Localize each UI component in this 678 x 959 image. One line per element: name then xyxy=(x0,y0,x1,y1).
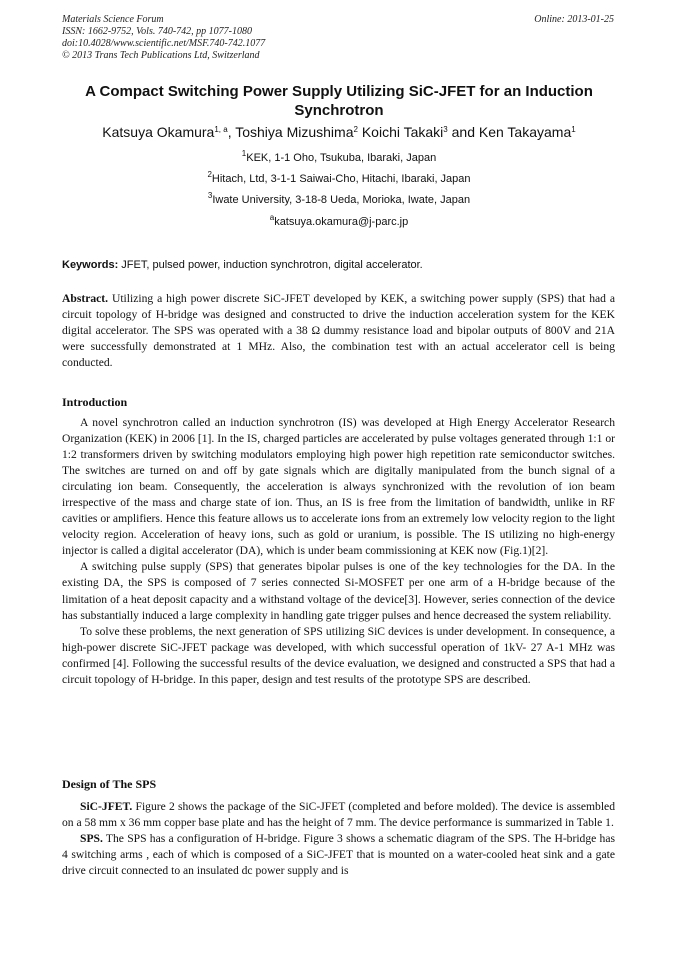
affiliation-text: KEK, 1-1 Oho, Tsukuba, Ibaraki, Japan xyxy=(246,152,437,164)
paragraph-text: Figure 2 shows the package of the SiC-JFET (completed and before molded). The device is assembled on a 58 mm x 36 mm copper base plate and has the height of 7 mm. The device performance is summarized in Table 1. xyxy=(62,800,615,830)
paper-title xyxy=(40,82,638,120)
abstract xyxy=(62,291,615,371)
author-name: Katsuya Okamura xyxy=(102,124,215,140)
author-name: , Toshiya Mizushima xyxy=(227,124,354,140)
title-line-1: A Compact Switching Power Supply Utilizing SiC-JFET for an Induction xyxy=(85,83,593,100)
author-affiliation-mark: 1 xyxy=(571,125,576,134)
keywords-text: JFET, pulsed power, induction synchrotron, digital accelerator. xyxy=(118,259,423,271)
email-text: katsuya.okamura@j-parc.jp xyxy=(274,216,409,228)
paragraph xyxy=(62,799,615,831)
journal-header xyxy=(62,14,265,62)
design-body xyxy=(62,799,615,879)
author-affiliation-mark: 3 xyxy=(443,125,448,134)
affiliation-mark: 2 xyxy=(207,170,212,179)
affiliation-2 xyxy=(40,172,638,186)
online-date: Online: 2013-01-25 xyxy=(534,14,614,25)
author-email xyxy=(40,215,638,229)
paragraph xyxy=(62,831,615,879)
copyright-line: © 2013 Trans Tech Publications Ltd, Switzerland xyxy=(62,50,260,61)
affiliation-3 xyxy=(40,193,638,207)
affiliation-mark: a xyxy=(269,213,275,222)
affiliation-mark: 1 xyxy=(241,149,247,158)
author-affiliation-mark: 1, a xyxy=(214,125,228,134)
author-affiliation-mark: 2 xyxy=(353,125,358,134)
subsection-label-sps: SPS. xyxy=(80,832,103,846)
section-heading-design: Design of The SPS xyxy=(62,777,157,791)
abstract-label: Abstract. xyxy=(62,292,109,305)
paragraph-text: The SPS has a configuration of H-bridge. Figure 3 shows a schematic diagram of the SPS. The H-bridge has 4 switching arms , each of which is composed of a SiC-JFET that is mounted on a water-cooled heat sink and a gate drive circuit connected to an insulated dc power supply and is xyxy=(62,832,615,878)
title-line-2: Synchrotron xyxy=(294,102,384,119)
abstract-text: Utilizing a high power discrete SiC-JFET developed by KEK, a switching power supply (SPS) that had a circuit topology of H-bridge was designed and constructed to drive the induction acceleration system for the KEK digital accelerator. The SPS was operated with a 38 Ω dummy resistance load and bipolar outputs of 800V and 21A were successfully demonstrated at 1 MHz. Also, the combination test with an actual accelerator cell is being conducted. xyxy=(62,292,615,370)
issn-line: ISSN: 1662-9752, Vols. 740-742, pp 1077-1080 xyxy=(62,26,252,37)
introduction-body xyxy=(62,415,615,688)
section-heading-introduction: Introduction xyxy=(62,395,128,409)
author-name: Koichi Takaki xyxy=(357,124,444,140)
keywords xyxy=(62,258,617,272)
affiliation-text: Iwate University, 3-18-8 Ueda, Morioka, Iwate, Japan xyxy=(212,194,471,206)
paragraph: A novel synchrotron called an induction synchrotron (IS) was developed at High Energy Accelerator Research Organization (KEK) in 2006 [1]. In the IS, charged particles are accelerated by pulse voltages generated through 1:1 or 1:2 transformers driven by switching modulators employing high power high repetition rate semiconductor switches. The switches are turned on and off by gate signals which are digitally manipulated from the bunch signal of a circulating ion beam. Consequently, the acceleration is always synchronized with the revolution of ion beam irrespective of the mass and charge state of ion. Thus, an IS is free from the limitation of bandwidth, unlike in RF cavities or amplifiers. Hence this feature allows us to accelerate ions from an extremely low velocity region to the light velocity region. Acceleration of heavy ions, such as gold or uranium, is possible. The IS utilizing no high-energy injector is called a digital accelerator (DA), which is under beam commissioning at KEK now (Fig.1)[2]. xyxy=(62,416,615,558)
journal-name: Materials Science Forum xyxy=(62,14,164,25)
affiliation-1 xyxy=(40,151,638,165)
doi-line: doi:10.4028/www.scientific.net/MSF.740-742.1077 xyxy=(62,38,266,49)
author-name: and Ken Takayama xyxy=(447,124,572,140)
subsection-label-sic-jfet: SiC-JFET. xyxy=(80,800,133,813)
affiliation-mark: 3 xyxy=(207,191,213,200)
affiliation-text: Hitach, Ltd, 3-1-1 Saiwai-Cho, Hitachi, Ibaraki, Japan xyxy=(211,173,471,185)
paragraph: To solve these problems, the next generation of SPS utilizing SiC devices is under development. In consequence, a high-power discrete SiC-JFET package was developed, with which successful operation of 1kV- 27 A-1 MHz was confirmed [4]. Following the successful results of the device evaluation, we designed and constructed a SPS that had a circuit topology of H-bridge. In this paper, design and test results of the prototype SPS are described. xyxy=(62,624,615,686)
keywords-label: Keywords: xyxy=(62,259,119,271)
paragraph: A switching pulse supply (SPS) that generates bipolar pulses is one of the key technologies for the DA. In the existing DA, the SPS is composed of 7 series connected Si-MOSFET per one arm of a H-bridge because of the limitation of a heat deposit capacity and a withstand voltage of the device[3]. However, series connection of the device has substantially induced a large complexity in handling gate trigger pulses and hence decreased the system reliability. xyxy=(62,560,615,622)
author-list xyxy=(40,123,638,141)
